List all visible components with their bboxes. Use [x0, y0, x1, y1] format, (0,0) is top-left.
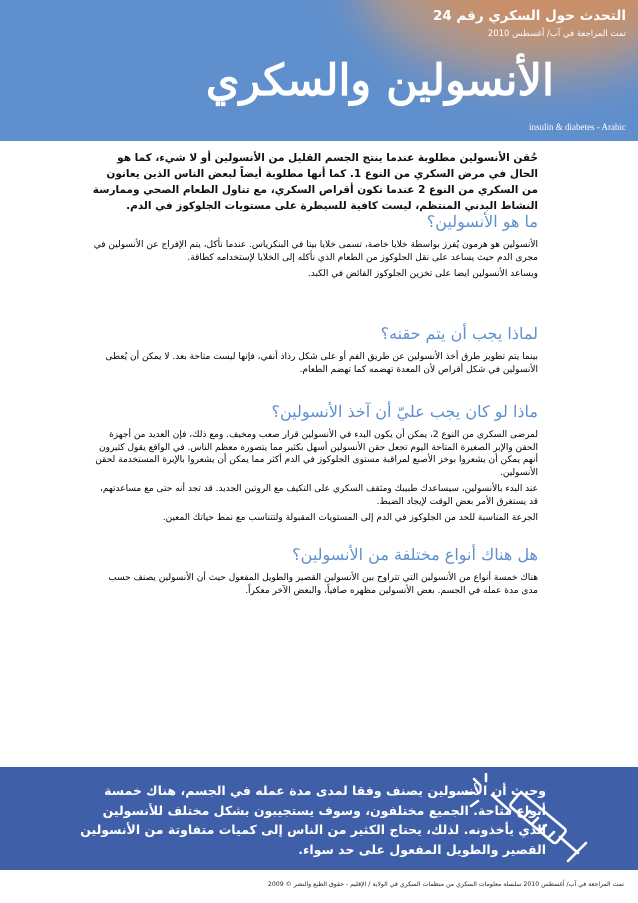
section-body	[92, 572, 538, 597]
section-title: هل هناك أنواع مختلفة من الأنسولين؟	[292, 545, 538, 564]
section-insulin-types	[92, 545, 538, 601]
section-paragraph: عند البدء بالأنسولين، سيساعدك طبيبك ومثقف السكري على التكيف مع الروتين الجديد. قد تجد أنه حتى مع مساعدتهم، قد يستغرق الأمر بعض الوقت لإيجاد الضبط.	[99, 484, 538, 507]
section-paragraph: ويساعد الأنسولين ايضا على تخزين الجلوكوز الفائض في الكبد.	[307, 269, 538, 280]
section-body	[92, 429, 538, 525]
series-number: التحدث حول السكري رقم 24	[432, 8, 626, 24]
section-what-is-insulin	[92, 212, 538, 285]
callout-text: وحيث أن الأنسولين يصنف وفقا لمدى مدة عمله في الجسم، هناك خمسة أنواع متاحة. الجميع مختلفون، وسوف يستجيبون بشكل مختلف للأنسولين الذي يأخذونه. لذلك، يحتاج الكثير من الناس إلى كميات متفاوتة من الأنسولين القصير والطويل المفعول على حد سواء.	[80, 783, 546, 857]
section-title: ماذا لو كان يجب عليّ أن آخذ الأنسولين؟	[271, 402, 538, 421]
english-subtitle: insulin & diabetes - Arabic	[529, 122, 626, 132]
review-date: تمت المراجعة في آب/ أغسطس 2010	[487, 29, 626, 39]
section-why-injected	[92, 324, 538, 380]
syringe-icon	[452, 773, 622, 865]
footer	[0, 872, 638, 903]
section-body	[92, 239, 538, 281]
section-paragraph: الجرعة المناسبة للحد من الجلوكوز في الدم إلى المستويات المقبولة ولتتناسب مع نمط حياتك المعين.	[162, 513, 538, 524]
section-title: لماذا يجب أن يتم حقنه؟	[380, 324, 538, 343]
intro-paragraph: حُقن الأنسولين مطلوبة عندما ينتج الجسم القليل من الأنسولين أو لا شيء، كما هو الحال في مرض السكري من النوع 1. كما أنها مطلوبة أيضاً لبعض الناس الذين يعانون من السكري من النوع 2 عندما تكون أقراص السكري، مع تناول الطعام الصحي وممارسة النشاط البدني المنتظم، ليست كافية للسيطرة على مستويات الجلوكوز في الدم.	[92, 152, 538, 212]
header-band	[0, 0, 638, 141]
section-title: ما هو الأنسولين؟	[426, 212, 538, 231]
section-paragraph: بينما يتم تطوير طرق أخذ الأنسولين عن طريق الفم أو على شكل رذاذ أنفي، فإنها ليست متاحة بعد. لا يمكن أن يُعطى الأنسولين في شكل أقراص لأن المعدة تهضمه كما تهضم الطعام.	[105, 352, 538, 375]
section-paragraph: لمرضى السكري من النوع 2، يمكن أن يكون البدء في الأنسولين قرار صعب ومخيف. ومع ذلك، فإن العديد من أجهزة الحقن والإبر الصغيرة المتاحة اليوم تجعل حقن الأنسولين أسهل بكثير مما يتصوره معظم الناس. في الواقع يقول كثيرون أنهم يمكن أن يشعروا بوخز الأصبع لمراقبة مستوى الجلوكوز في الدم أكثر مما يمكن أن يشعروا بالإبرة المستخدمة لحقن الأنسولين.	[95, 430, 538, 478]
section-paragraph: الأنسولين هو هرمون يُفرز بواسطة خلايا خاصة، تسمى خلايا بيتا في البنكرياس. عندما نأكل، يتم الإفراج عن الأنسولين في مجرى الدم حيث يساعد على نقل الجلوكوز من الطعام الذي نأكله إلى الخلايا لإستخدامه كطاقة.	[93, 240, 538, 263]
section-if-i-take-insulin	[92, 402, 538, 529]
section-body	[92, 351, 538, 376]
page-title: الأنسولين والسكري	[205, 56, 554, 106]
footer-text: تمت المراجعة في آب/ أغسطس 2010 سلسلة معلومات السكري من منظمات السكري في الولاية / الإقليم - حقوق الطبع والنشر © 2009	[267, 881, 624, 888]
callout-band	[0, 767, 638, 870]
section-paragraph: هناك خمسة أنواع من الأنسولين التي تتراوح بين الأنسولين القصير والطويل المفعول حيث أن الأنسولين يصنف حسب مدى مدة عمله في الجسم. بعض الأنسولين مظهره صافياً، والبعض الآخر معكراً.	[108, 573, 538, 596]
